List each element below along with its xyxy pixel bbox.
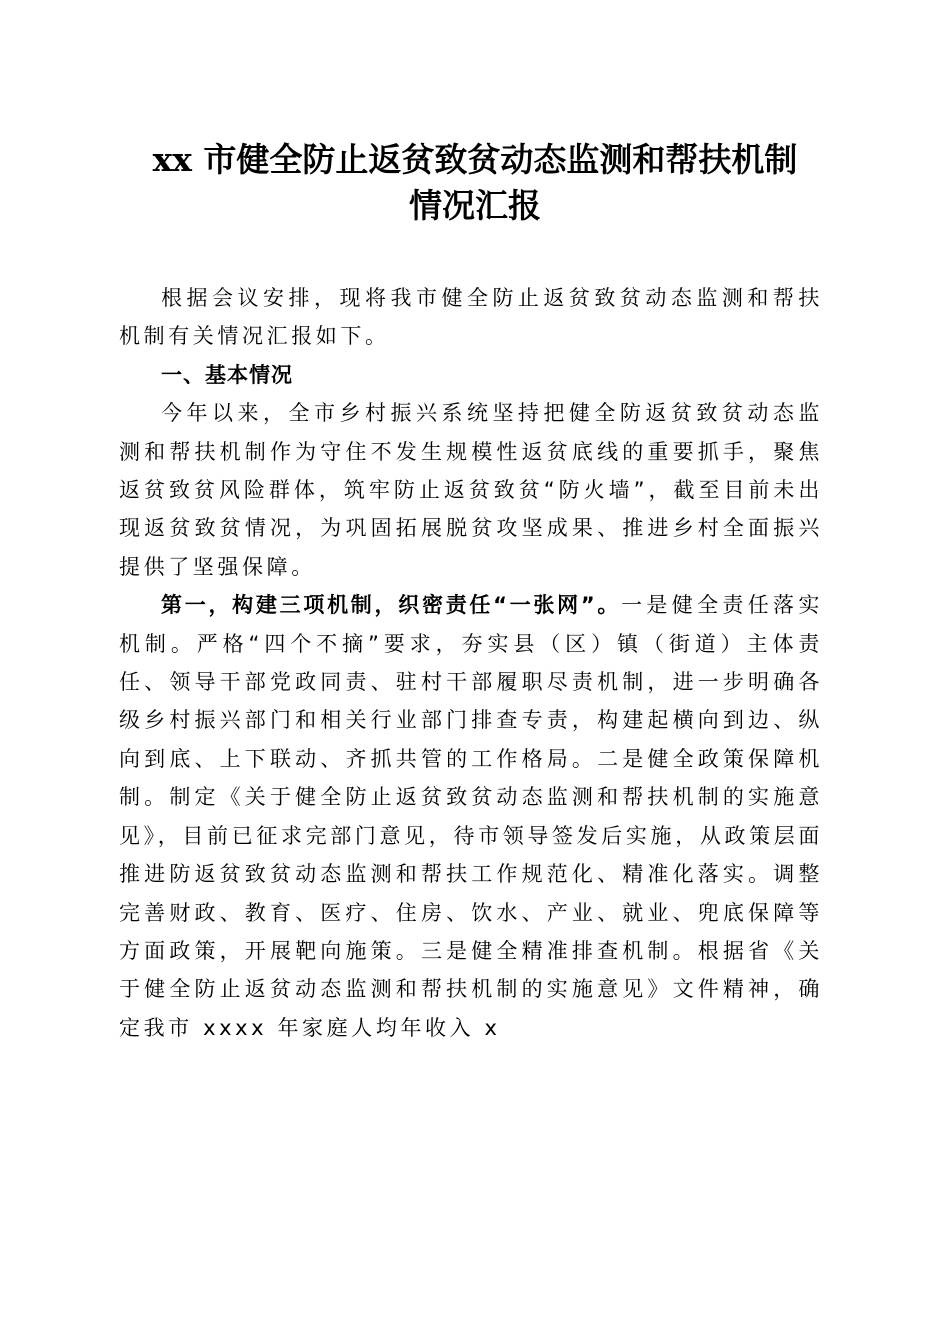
mechanisms-body-text: 一是健全责任落实机制。严格“四个不摘”要求，夯实县（区）镇（街道）主体责任、领导干部党政同责、驻村干部履职尽责机制，进一步明确各级乡村振兴部门和相关行业部门排查专责，构建起横向到边、纵向到底、上下联动、齐抓共管的工作格局。二是健全政策保障机制。制定《关于健全防止返贫致贫动态监测和帮扶机制的实施意见》，目前已征求完部门意见，待市领导签发后实施，从政策层面推进防返贫致贫动态监测和帮扶工作规范化、精准化落实。调整完善财政、教育、医疗、住房、饮水、产业、就业、兜底保障等方面政策，开展靶向施策。三是健全精准排查机制。根据省《关于健全防止返贫动态监测和帮扶机制的实施意见》文件精神，确定我市 xxxx 年家庭人均年收入 x [119, 593, 823, 1040]
mechanisms-paragraph [119, 586, 823, 1047]
document-title [100, 137, 850, 229]
section-heading-basic-situation: 一、基本情况 [161, 362, 293, 387]
title-line-1: xx 市健全防止返贫致贫动态监测和帮扶机制 [152, 140, 798, 179]
intro-paragraph: 根据会议安排，现将我市健全防止返贫致贫动态监测和帮扶机制有关情况汇报如下。 [119, 286, 823, 349]
title-line-2: 情况汇报 [409, 186, 541, 225]
mechanisms-lead-sentence: 第一，构建三项机制，织密责任“一张网”。 [161, 593, 622, 618]
document-body [119, 279, 823, 1047]
overview-paragraph: 今年以来，全市乡村振兴系统坚持把健全防返贫致贫动态监测和帮扶机制作为守住不发生规模性返贫底线的重要抓手，聚焦返贫致贫风险群体，筑牢防止返贫致贫“防火墙”，截至目前未出现返贫致贫情况，为巩固拓展脱贫攻坚成果、推进乡村全面振兴提供了坚强保障。 [119, 401, 823, 579]
